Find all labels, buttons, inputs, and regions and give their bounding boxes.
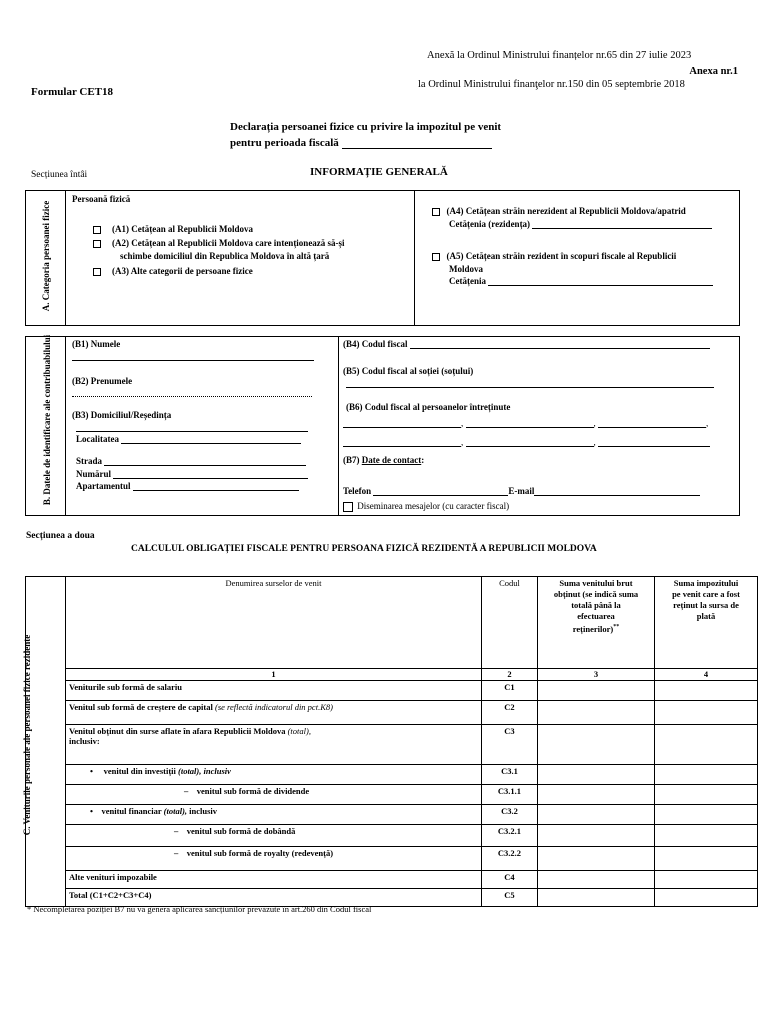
table-row xyxy=(26,825,758,847)
block-c-label: C. Veniturile personale ale persoanei fizice rezidente xyxy=(22,634,32,836)
a2-label-line2: schimbe domiciliul din Republica Moldova în altă țară xyxy=(120,251,330,261)
annex-line-3: la Ordinul Ministrului finanţelor nr.150 din 05 septembrie 2018 xyxy=(418,79,685,90)
option-a2[interactable] xyxy=(93,238,345,248)
fiscal-period-row xyxy=(230,137,492,149)
localitatea-field[interactable] xyxy=(121,434,301,444)
apartamentul-field[interactable] xyxy=(133,481,299,491)
b4-field[interactable] xyxy=(410,339,710,349)
telefon-label: Telefon xyxy=(343,486,372,496)
row-code: C5 xyxy=(482,889,538,907)
row-code: C1 xyxy=(482,681,538,701)
row-code: C2 xyxy=(482,701,538,725)
amount-cell[interactable] xyxy=(538,805,655,825)
row-code: C3.2.2 xyxy=(482,847,538,871)
a4-citizenship-row xyxy=(449,219,712,229)
section-1-label: Secțiunea întâi xyxy=(31,170,88,180)
annex-line-2: Anexa nr.1 xyxy=(689,66,738,77)
tax-cell[interactable] xyxy=(655,847,758,871)
apartamentul-label: Apartamentul xyxy=(76,481,131,491)
amount-cell[interactable] xyxy=(538,725,655,765)
a3-checkbox[interactable] xyxy=(93,268,101,276)
row-name: Venitul obținut din surse aflate în afara Republicii Moldova (total), inclusiv: xyxy=(66,725,482,765)
fiscal-period-label: pentru perioada fiscală xyxy=(230,137,339,149)
row-name: Veniturile sub formă de salariu xyxy=(66,681,482,701)
tax-cell[interactable] xyxy=(655,701,758,725)
option-a3[interactable] xyxy=(93,266,253,276)
table-row xyxy=(26,847,758,871)
email-label: E-mail xyxy=(508,486,535,496)
option-a4[interactable] xyxy=(432,206,686,216)
fiscal-period-field[interactable] xyxy=(342,138,492,149)
persoana-fizica-label: Persoană fizică xyxy=(72,194,131,204)
option-a5[interactable] xyxy=(432,251,676,261)
row-code: C3.2 xyxy=(482,805,538,825)
col-header-codul: Codul xyxy=(482,577,538,669)
block-c-cell xyxy=(26,577,66,907)
b6-field[interactable] xyxy=(343,437,461,447)
row-name: – venitul sub formă de dividende xyxy=(66,785,482,805)
b3-field[interactable] xyxy=(76,422,308,432)
tax-cell[interactable] xyxy=(655,785,758,805)
tax-cell[interactable] xyxy=(655,825,758,847)
localitatea-row xyxy=(76,434,301,444)
amount-cell[interactable] xyxy=(538,785,655,805)
diseminare-label: Diseminarea mesajelor (cu caracter fiscal) xyxy=(357,501,510,511)
a4-checkbox[interactable] xyxy=(432,208,440,216)
a5-citizenship-row xyxy=(449,276,713,286)
a4-citizenship-field[interactable] xyxy=(532,219,712,229)
row-name: – venitul sub formă de royalty (redevență) xyxy=(66,847,482,871)
a4-label: (A4) Cetățean străin nerezident al Republicii Moldova/apatrid xyxy=(446,206,686,216)
table-row xyxy=(26,701,758,725)
row-code: C3 xyxy=(482,725,538,765)
a5-citizenship-label: Cetățenia xyxy=(449,276,486,286)
row-name: – venitul sub formă de dobândă xyxy=(66,825,482,847)
tax-cell[interactable] xyxy=(655,889,758,907)
a5-checkbox[interactable] xyxy=(432,253,440,261)
income-table xyxy=(25,576,758,907)
strada-row xyxy=(76,456,306,466)
col-header-denumirea: Denumirea surselor de venit xyxy=(66,577,482,669)
col-number: 1 xyxy=(66,669,482,681)
b6-field[interactable] xyxy=(598,418,706,428)
row-name: Total (C1+C2+C3+C4) xyxy=(66,889,482,907)
b2-field[interactable] xyxy=(72,388,312,397)
b4-row xyxy=(343,339,710,349)
a5-label-line2: Moldova xyxy=(449,264,484,274)
form-code: Formular CET18 xyxy=(31,86,113,98)
table-row xyxy=(26,805,758,825)
numarul-row xyxy=(76,469,308,479)
block-b-label: B. Datele de identificare ale contribuabilului xyxy=(42,334,52,506)
b6-field[interactable] xyxy=(466,437,594,447)
b6-label: (B6) Codul fiscal al persoanelor întreținute xyxy=(346,402,511,412)
row-name: Venitul sub formă de creștere de capital (se reflectă indicatorul din pct.K8) xyxy=(66,701,482,725)
tax-cell[interactable] xyxy=(655,871,758,889)
amount-cell[interactable] xyxy=(538,681,655,701)
b1-label: (B1) Numele xyxy=(72,339,121,349)
row-code: C3.2.1 xyxy=(482,825,538,847)
table-row xyxy=(26,725,758,765)
tax-cell[interactable] xyxy=(655,765,758,785)
table-row xyxy=(26,785,758,805)
row-name: • venitul din investiții (total), inclusiv xyxy=(66,765,482,785)
strada-field[interactable] xyxy=(104,456,306,466)
section-1-title: INFORMAȚIE GENERALĂ xyxy=(310,166,448,178)
b6-field[interactable] xyxy=(343,418,461,428)
tax-cell[interactable] xyxy=(655,725,758,765)
tax-cell[interactable] xyxy=(655,805,758,825)
option-a1[interactable] xyxy=(93,224,253,234)
b7-contact-link: Date de contact xyxy=(361,455,422,465)
table-row xyxy=(26,681,758,701)
b5-label: (B5) Codul fiscal al soției (soțului) xyxy=(343,366,474,376)
b6-fields-row2: , , xyxy=(343,437,710,447)
table-row xyxy=(26,871,758,889)
a3-label: (A3) Alte categorii de persoane fizice xyxy=(112,266,253,276)
diseminare-checkbox[interactable] xyxy=(343,502,353,512)
b7-label: (B7) Date de contact: xyxy=(343,455,425,465)
b6-field[interactable] xyxy=(466,418,594,428)
col-header-suma: Suma venitului brut obținut (se indică suma totală până la efectuarea reținerilor)** xyxy=(538,577,655,669)
section-2-title: CALCULUL OBLIGAȚIEI FISCALE PENTRU PERSOANA FIZICĂ REZIDENTĂ A REPUBLICII MOLDOVA xyxy=(131,544,597,554)
annex-line-1: Anexă la Ordinul Ministrului finanțelor nr.65 din 27 iulie 2023 xyxy=(427,50,692,61)
numarul-label: Numărul xyxy=(76,469,112,479)
amount-cell[interactable] xyxy=(538,825,655,847)
col-number: 2 xyxy=(482,669,538,681)
amount-cell[interactable] xyxy=(538,847,655,871)
footnote: * Necompletarea poziției B7 nu va genera aplicarea sancțiunilor prevăzute în art.260 din Codul fiscal xyxy=(27,904,372,914)
a5-citizenship-field[interactable] xyxy=(488,276,713,286)
tax-cell[interactable] xyxy=(655,681,758,701)
b1-field[interactable] xyxy=(72,350,314,361)
amount-cell[interactable] xyxy=(538,765,655,785)
diseminare-option[interactable] xyxy=(343,501,509,512)
table-row xyxy=(26,765,758,785)
a1-label: (A1) Cetățean al Republicii Moldova xyxy=(112,224,253,234)
a4-citizenship-label: Cetățenia (rezidența) xyxy=(449,219,531,229)
b3-label: (B3) Domiciliul/Reședința xyxy=(72,410,172,420)
b6-field[interactable] xyxy=(598,437,710,447)
page-title: Declarația persoanei fizice cu privire la impozitul pe venit xyxy=(230,121,502,133)
b6-fields-row1: , , , xyxy=(343,418,708,428)
amount-cell[interactable] xyxy=(538,889,655,907)
amount-cell[interactable] xyxy=(538,871,655,889)
numarul-field[interactable] xyxy=(113,469,308,479)
amount-cell[interactable] xyxy=(538,701,655,725)
strada-label: Strada xyxy=(76,456,103,466)
block-a-label: A. Categoria persoanei fizice xyxy=(41,200,51,312)
apartamentul-row xyxy=(76,481,299,491)
localitatea-label: Localitatea xyxy=(76,434,119,444)
a5-label: (A5) Cetățean străin rezident în scopuri fiscale al Republicii xyxy=(446,251,677,261)
b4-label: (B4) Codul fiscal xyxy=(343,339,408,349)
row-name: Alte venituri impozabile xyxy=(66,871,482,889)
b5-field[interactable] xyxy=(346,379,714,388)
row-code: C3.1 xyxy=(482,765,538,785)
email-field[interactable] xyxy=(534,486,700,496)
a2-checkbox[interactable] xyxy=(93,240,101,248)
row-name: • venitul financiar (total), inclusiv xyxy=(66,805,482,825)
col-header-impozit: Suma impozitului pe venit care a fost reținut la sursa de plată xyxy=(655,577,758,669)
a1-checkbox[interactable] xyxy=(93,226,101,234)
col-number: 4 xyxy=(655,669,758,681)
telefon-field[interactable] xyxy=(373,486,508,496)
row-code: C3.1.1 xyxy=(482,785,538,805)
row-code: C4 xyxy=(482,871,538,889)
col-number: 3 xyxy=(538,669,655,681)
contact-row xyxy=(343,486,700,496)
b2-label: (B2) Prenumele xyxy=(72,376,133,386)
a2-label-line1: (A2) Cetățean al Republicii Moldova care intenționează să-și xyxy=(112,238,345,248)
section-2-label: Secțiunea a doua xyxy=(26,531,95,541)
